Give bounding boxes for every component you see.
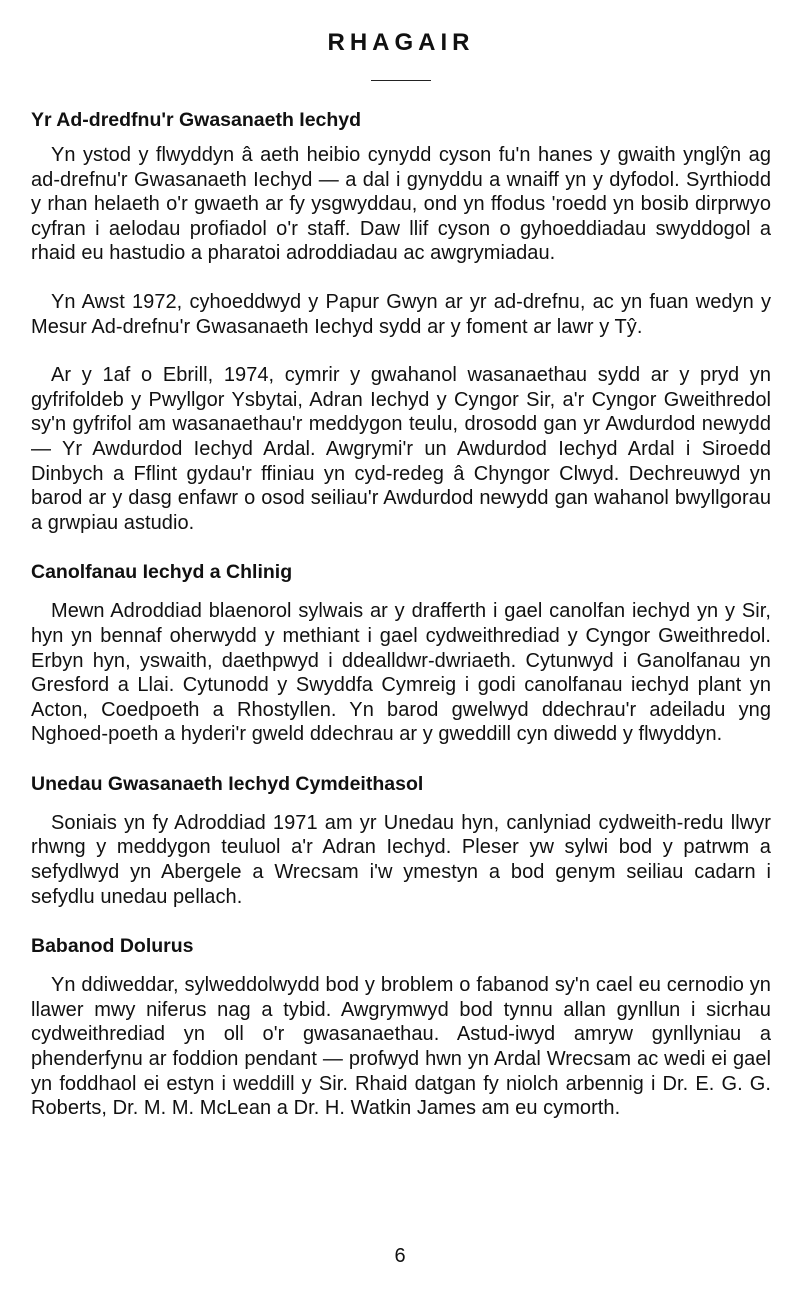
paragraph: Yn ddiweddar, sylweddolwydd bod y broblem o fabanod sy'n cael eu cernodio yn llawer mwy niferus nag a tybid. Awgrymwyd bod tynnu allan gynllun i sicrhau cydweithrediad yn oll o'r gwasanaethau. Astud-iwyd amryw gynllyniau a phenderfynu ar foddion pendant — profwyd hwn yn Ardal Wrecsam ac wedi ei gael yn foddhaol ei estyn i weddill y Sir. Rhaid datgan fy niolch arbennig i Dr. E. G. G. Roberts, Dr. M. M. McLean a Dr. H. Watkin James am eu cymorth.: [31, 974, 771, 1120]
section-title: Unedau Gwasanaeth Iechyd Cymdeithasol: [31, 772, 424, 795]
heading-rule: [371, 80, 431, 81]
paragraph: Yn Awst 1972, cyhoeddwyd y Papur Gwyn ar yr ad-drefnu, ac yn fuan wedyn y Mesur Ad-drefnu'r Gwasanaeth Iechyd sydd ar y foment ar lawr y Tŷ.: [31, 290, 771, 338]
document-page: [31, 20, 771, 1121]
paragraph: Yn ystod y flwyddyn â aeth heibio cynydd cyson fu'n hanes y gwaith ynglŷn ag ad-drefnu'r Gwasanaeth Iechyd — a dal i gynyddu a wnaiff yn y dyfodol. Syrthiodd y rhan helaeth o'r gwaeth ar fy ysgwyddau, ond yn ffodus 'roedd yn bosib dirprwyo cyfran i aelodau profiadol o'r staff. Daw llif cyson o gyhoeddiadau swyddogol a rhaid eu hastudio a pharatoi adroddiadau ac awgrymiadau.: [31, 144, 771, 265]
page-heading: RHAGAIR: [327, 29, 475, 56]
section-title: Canolfanau Iechyd a Chlinig: [31, 561, 293, 584]
page-number: 6: [394, 1245, 406, 1267]
paragraph: Mewn Adroddiad blaenorol sylwais ar y drafferth i gael canolfan iechyd yn y Sir, hyn yn bennaf oherwydd y methiant i gael cydweithrediad y Cyngor Gweithredol. Erbyn hyn, yswaith, daethpwyd i ddealldwr-dwriaeth. Cytunwyd i Ganolfanau yn Gresford a Llai. Cytunodd y Swyddfa Cymreig i godi canolfanau iechyd plant yn Acton, Coedpoeth a Rhostyllen. Yn barod gwelwyd ddechrau'r adeiladu yng Nghoed-poeth a hyderi'r gweld ddechrau ar y gweddill cyn diwedd y flwyddyn.: [31, 600, 771, 746]
paragraph: Soniais yn fy Adroddiad 1971 am yr Unedau hyn, canlyniad cydweith-redu llwyr rhwng y meddygon teuluol a'r Adran Iechyd. Pleser yw sylwi bod y patrwm a sefydlwyd yn Abergele a Wrecsam i'w ymestyn a bod genym seiliau cadarn i sefydlu unedau pellach.: [31, 811, 771, 908]
paragraph: Ar y 1af o Ebrill, 1974, cymrir y gwahanol wasanaethau sydd ar y pryd yn gyfrifoldeb y Pwyllgor Ysbytai, Adran Iechyd y Cyngor Sir, a'r Cyngor Gweithredol sy'n gyfrifol am wasanaethau'r meddygon teulu, drosodd gan yr Awdurdod newydd — Yr Awdurdod Iechyd Ardal. Awgrymi'r un Awdurdod Iechyd Ardal i Siroedd Dinbych a Fflint gydau'r ffiniau yn cyd-redeg â Chyngor Clwyd. Dechreuwyd yn barod ar y dasg enfawr o osod seiliau'r Awdurdod newydd gan wahanol bwyllgorau a grwpiau astudio.: [31, 364, 771, 534]
section-title: Babanod Dolurus: [31, 935, 194, 958]
section-title: Yr Ad-dredfnu'r Gwasanaeth Iechyd: [31, 109, 362, 131]
